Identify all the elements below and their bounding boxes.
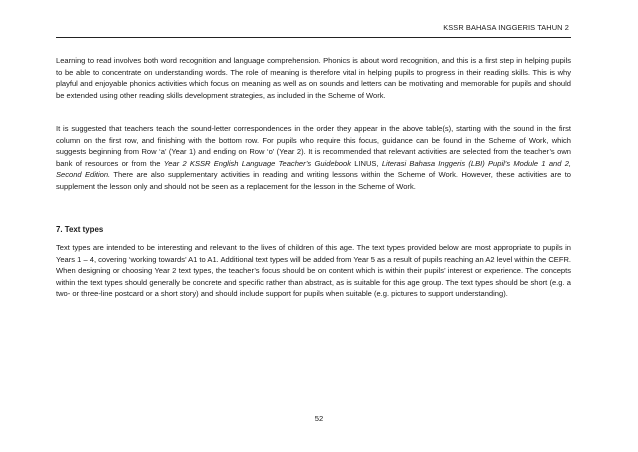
header-divider xyxy=(56,37,571,38)
paragraph-text-types: Text types are intended to be interesting and relevant to the lives of children of this age. The text types provided below are most appropriate to pupils in Years 1 – 4, covering ‘working towards’ A1 to A1. Additional text types will be added from Year 5 as a result of pupils reaching an A2 level within the CEFR. When designing or choosing Year 2 text types, the teacher’s focus should be on content which is within their pupils’ interest or experience. The concepts within the text types should generally be concrete and specific rather than abstract, as is suitable for this age group. The text types should be short (e.g. a two- or three-line postcard or a short story) and should include support for pupils when suitable (e.g. pictures to support understanding). xyxy=(56,243,571,299)
paragraph-text-segment: There are also supplementary activities in reading and writing lessons within the Scheme of Work. However, these activities are to supplement the lesson only and should not be seen as a replacement for the lesson in the Scheme of Work. xyxy=(56,170,571,191)
section-heading-text-types: 7. Text types xyxy=(56,225,104,234)
page-number: 52 xyxy=(314,414,324,423)
guidebook-title: Year 2 KSSR English Language Teacher’s Guidebook xyxy=(163,158,351,168)
paragraph-text-segment: LINUS, xyxy=(350,158,382,168)
paragraph-phonics-reading: Learning to read involves both word recognition and language comprehension. Phonics is about word recognition, and this is a first step in helping pupils to be able to concentrate on understanding words. The role of meaning is therefore vital in helping pupils to progress in their reading skills. This is why playful and enjoyable phonics activities which focus on meaning as well as on sounds and letters can be motivating and memorable for pupils and should be extended using other reading skills development strategies, as included in the Scheme of Work. xyxy=(56,56,571,100)
paragraph-sound-letter-order xyxy=(56,123,571,193)
running-header: KSSR BAHASA INGGERIS TAHUN 2 xyxy=(443,23,569,32)
module-title: Literasi Bahasa Inggeris (LBI) Pupil’s Module 1 and 2, Second Edition. xyxy=(56,158,571,180)
paragraph-text-segment: It is suggested that teachers teach the sound-letter correspondences in the order they appear in the above table(s), starting with the sound in the first column on the first row, and finishing with the bottom row. For pupils who require this focus, guidance can be found in the Scheme of Work, which suggests beginning from Row ‘a’ (Year 1) and ending on Row ‘o’ (Year 2). It is recommended that relevant activities are selected from the teacher’s own bank of resources or from the xyxy=(56,124,571,168)
